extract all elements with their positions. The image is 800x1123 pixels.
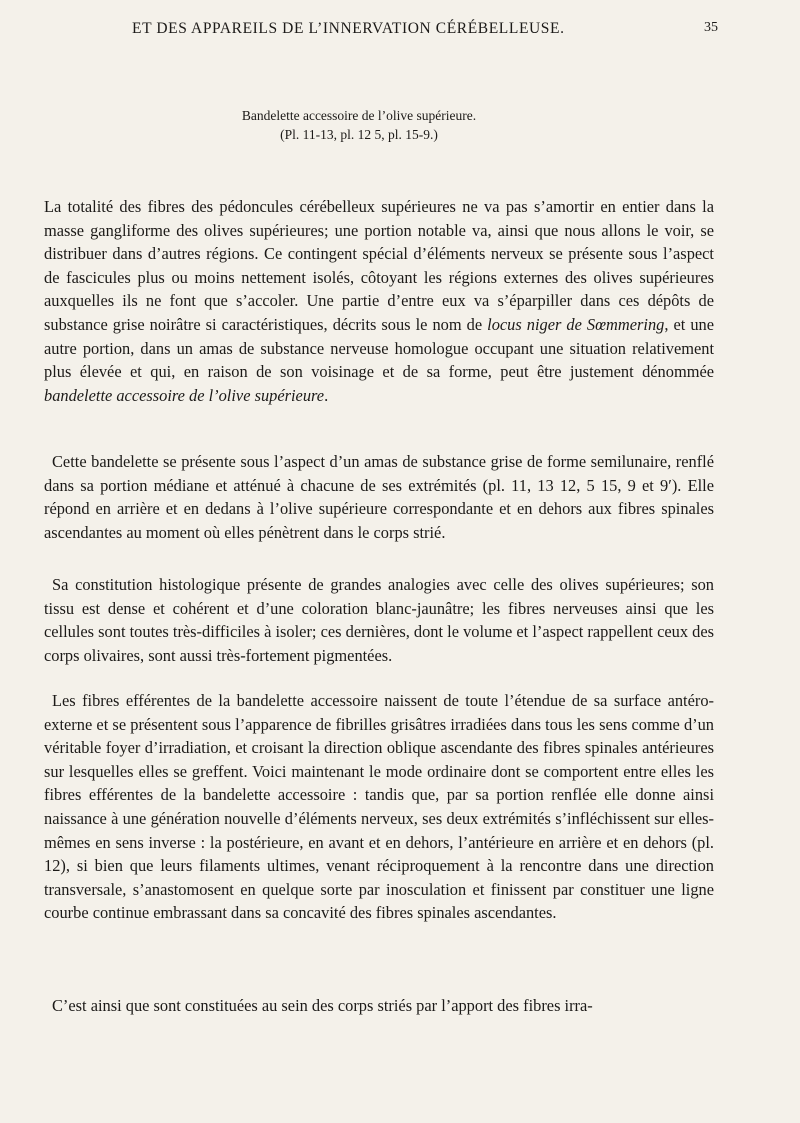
paragraph-2: Cette bandelette se présente sous l’aspect d’un amas de substance grise de forme semilunaire, renflé dans sa portion médiane et atténué à chacune de ses extrémités (pl. 11, 13 12, 5 15, 9 et 9′). Elle répond en arrière et en dedans à l’olive supérieure correspondante et en dehors aux fibres spinales ascendantes au moment où elles pénètrent dans le corps strié. xyxy=(44,452,714,542)
paragraph-1-text-a: La totalité des fibres des pédoncules cérébelleux supérieures ne va pas s’amortir en entier dans la masse gangliforme des olives supérieures; une portion notable va, ainsi que nous allons le voir, se distribuer dans d’autres régions. Ce contingent spécial d’éléments nerveux se présente sous l’aspect de fascicules plus ou moins nettement isolés, côtoyant les régions externes des olives supérieures auxquelles ils ne font que s’accoler. Une partie d’entre eux va s’éparpiller dans ces dépôts de substance grise noirâtre si caractéristiques, décrits sous le nom de xyxy=(44,197,714,334)
paragraph-1-italic-term-2: bandelette accessoire de l’olive supérieure xyxy=(44,385,325,405)
page-number: 35 xyxy=(704,20,718,35)
page-header xyxy=(0,18,800,42)
paragraph-5: C’est ainsi que sont constituées au sein des corps striés par l’apport des fibres irra- xyxy=(52,996,593,1015)
section-title: Bandelette accessoire de l’olive supérieure. xyxy=(241,108,477,123)
section-caption xyxy=(0,106,718,144)
plate-references: (Pl. 11-13, pl. 12 5, pl. 15-9.) xyxy=(280,127,438,142)
paragraph-1-text-b: , et une autre portion, dans un amas de substance nerveuse homologue occupant une situation relativement plus élevée et qui, en raison de son voisinage et de sa forme, peut être justement dénommée xyxy=(44,314,715,382)
paragraph-1-text-c: . xyxy=(324,385,329,405)
paragraph-3: Sa constitution histologique présente de grandes analogies avec celle des olives supérieures; son tissu est dense et cohérent et d’une coloration blanc-jaunâtre; les fibres nerveuses ainsi que les cellules sont toutes très-difficiles à isoler; ces dernières, dont le volume et l’aspect rappellent ceux des corps olivaires, sont aussi très-fortement pigmentées. xyxy=(44,575,714,665)
paragraph-1 xyxy=(44,195,714,407)
paragraph-4: Les fibres efférentes de la bandelette accessoire naissent de toute l’étendue de sa surface antéro-externe et se présentent sous l’apparence de fibrilles grisâtres irradiées dans tous les sens comme d’un véritable foyer d’irradiation, et croisant la direction oblique ascendante des fibres spinales antérieures sur lesquelles elles se greffent. Voici maintenant le mode ordinaire dont se comportent entre elles les fibres efférentes de la bandelette accessoire : tandis que, par sa portion renflée elle donne ainsi naissance à une génération nouvelle d’éléments nerveux, ses deux extrémités s’infléchissent sur elles-mêmes en sens inverse : la postérieure, en avant et en dehors, l’antérieure en arrière et en dehors (pl. 12), si bien que leurs filaments ultimes, venant réciproquement à la rencontre dans une direction transversale, s’anastomosent en quelque sorte par inosculation et finissent par constituer une ligne courbe continue embrassant dans sa concavité des fibres spinales ascendantes. xyxy=(44,691,714,923)
running-title: ET DES APPAREILS DE L’INNERVATION CÉRÉBELLEUSE. xyxy=(132,20,565,37)
paragraph-1-italic-term-1: locus niger de Sœmmering xyxy=(487,314,665,334)
